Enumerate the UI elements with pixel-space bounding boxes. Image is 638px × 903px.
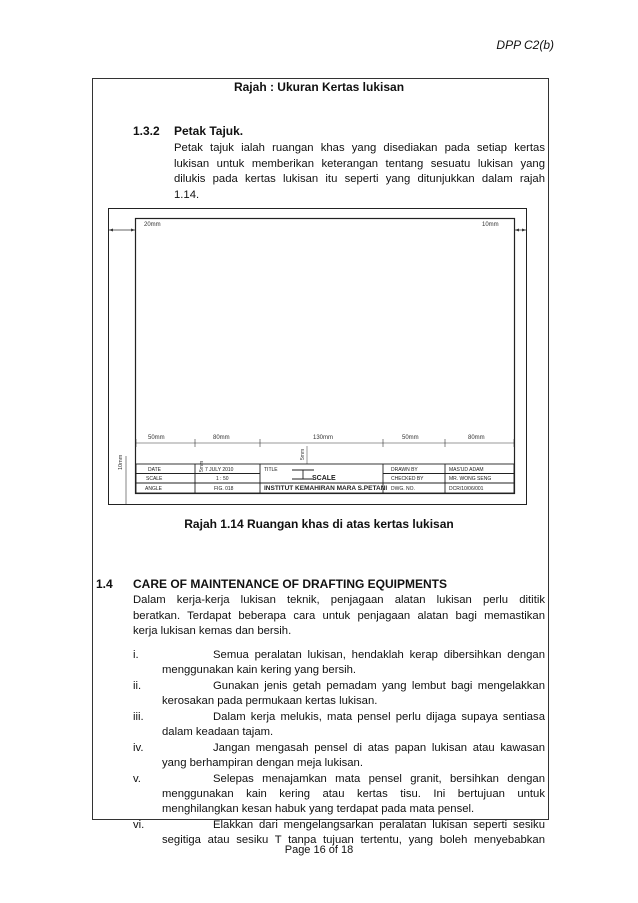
page-number: Page 16 of 18: [284, 844, 354, 856]
list-item-line: menghilangkan kesan habuk yang terdapat pada mata pensel.: [162, 803, 475, 815]
list-item-number: vi.: [133, 819, 145, 831]
margin-bottom-label: 10mm: [118, 454, 124, 470]
title-cell: CHECKED BY: [391, 476, 424, 482]
list-item-number: iv.: [133, 742, 144, 754]
title-cell: 1 : 50: [216, 476, 229, 482]
paragraph-line: kerja lukisan kemas dan bersih.: [133, 625, 292, 637]
title-cell: ANGLE: [145, 486, 162, 492]
list-item-line: Gunakan jenis getah pemadam yang lembut bagi mengelakkan: [213, 680, 545, 692]
document-code: DPP C2(b): [496, 38, 554, 52]
list-item-line: dalam keadaan tajam.: [162, 726, 274, 738]
section-title: CARE OF MAINTENANCE OF DRAFTING EQUIPMENTS: [133, 577, 447, 591]
col-width-label: 80mm: [468, 435, 485, 441]
list-item-line: menggunakan kain kering yang bersih.: [162, 664, 357, 676]
inner-border: [136, 219, 515, 494]
title-cell: DATE: [148, 467, 161, 473]
list-item-line: kerosakan pada permukaan kertas lukisan.: [162, 695, 378, 707]
paragraph-line: Dalam kerja-kerja lukisan teknik, penjagaan alatan lukisan perlu dititik: [133, 594, 545, 606]
row-height-label: 5mm: [300, 448, 306, 460]
list-item-line: Selepas menajamkan mata pensel granit, bersihkan dengan: [213, 773, 545, 785]
maintenance-list: [133, 648, 545, 848]
row-height-label: 5mm: [199, 460, 205, 472]
list-item-line: Dalam kerja melukis, mata pensel perlu dijaga supaya sentiasa: [213, 711, 545, 723]
title-cell: FIG. 018: [214, 486, 234, 492]
list-item: [133, 741, 545, 771]
col-width-label: 50mm: [148, 435, 165, 441]
list-item: [133, 648, 545, 678]
section-number: 1.3.2: [133, 124, 160, 138]
title-cell: DCR/10/06/001: [449, 486, 484, 492]
paper-outline: [109, 209, 527, 505]
list-item-line: Jangan mengasah pensel di atas papan lukisan atau kawasan: [213, 742, 545, 754]
list-item-line: yang berhampiran dengan meja lukisan.: [162, 757, 363, 769]
title-cell: MR. WONG SENG: [449, 476, 492, 482]
title-cell: 7 JULY 2010: [205, 467, 234, 473]
title-cell: SCALE: [146, 476, 163, 482]
title-cell: SCALE: [312, 475, 336, 482]
title-cell: TITLE: [264, 467, 278, 473]
drawing-sheet-diagram: [108, 208, 528, 506]
section-title: Petak Tajuk.: [174, 124, 244, 138]
title-cell: DRAWN BY: [391, 467, 418, 473]
section-number: 1.4: [96, 577, 113, 591]
list-item-number: v.: [133, 773, 141, 785]
list-item-line: segitiga atau sesiku T tanpa tujuan tertentu, yang boleh menyebabkan: [162, 834, 545, 846]
margin-left-label: 20mm: [144, 222, 161, 228]
figure-caption: Rajah 1.14 Ruangan khas di atas kertas lukisan: [184, 517, 454, 531]
list-item: [133, 772, 545, 817]
list-item-line: menggunakan kain kering atau kertas tisu. Ini bertujuan untuk: [162, 788, 545, 800]
list-item: [133, 679, 545, 709]
title-cell: MAS'UD ADAM: [449, 467, 484, 473]
col-width-label: 130mm: [313, 435, 334, 441]
title-cell: INSTITUT KEMAHIRAN MARA S.PETANI: [264, 485, 388, 492]
paragraph-line: 1.14.: [174, 188, 200, 201]
figure-title: Rajah : Ukuran Kertas lukisan: [233, 80, 405, 94]
list-item-number: ii.: [133, 680, 142, 692]
list-item-number: iii.: [133, 711, 144, 723]
section-paragraph: [133, 593, 545, 640]
margin-right-label: 10mm: [482, 222, 499, 228]
list-item-number: i.: [133, 649, 139, 661]
paragraph-line: dilukis pada kertas lukisan itu seperti yang ditunjukkan dalam rajah: [174, 173, 545, 185]
section-paragraph: [174, 141, 545, 203]
paragraph-line: beratkan. Terdapat beberapa cara untuk penjagaan alatan bagi memastikan: [133, 609, 545, 622]
col-width-label: 50mm: [402, 435, 419, 441]
list-item: [133, 710, 545, 740]
list-item-line: Elakkan dari mengelangsarkan peralatan lukisan seperti sesiku: [213, 819, 545, 831]
col-width-label: 80mm: [213, 435, 230, 441]
paragraph-line: lukisan untuk memberikan keterangan tentang sesuatu lukisan yang: [174, 157, 545, 170]
title-cell: DWG. NO.: [391, 486, 415, 492]
paragraph-line: Petak tajuk ialah ruangan khas yang disediakan pada setiap kertas: [174, 142, 545, 154]
list-item-line: Semua peralatan lukisan, hendaklah kerap dibersihkan dengan: [213, 649, 545, 661]
